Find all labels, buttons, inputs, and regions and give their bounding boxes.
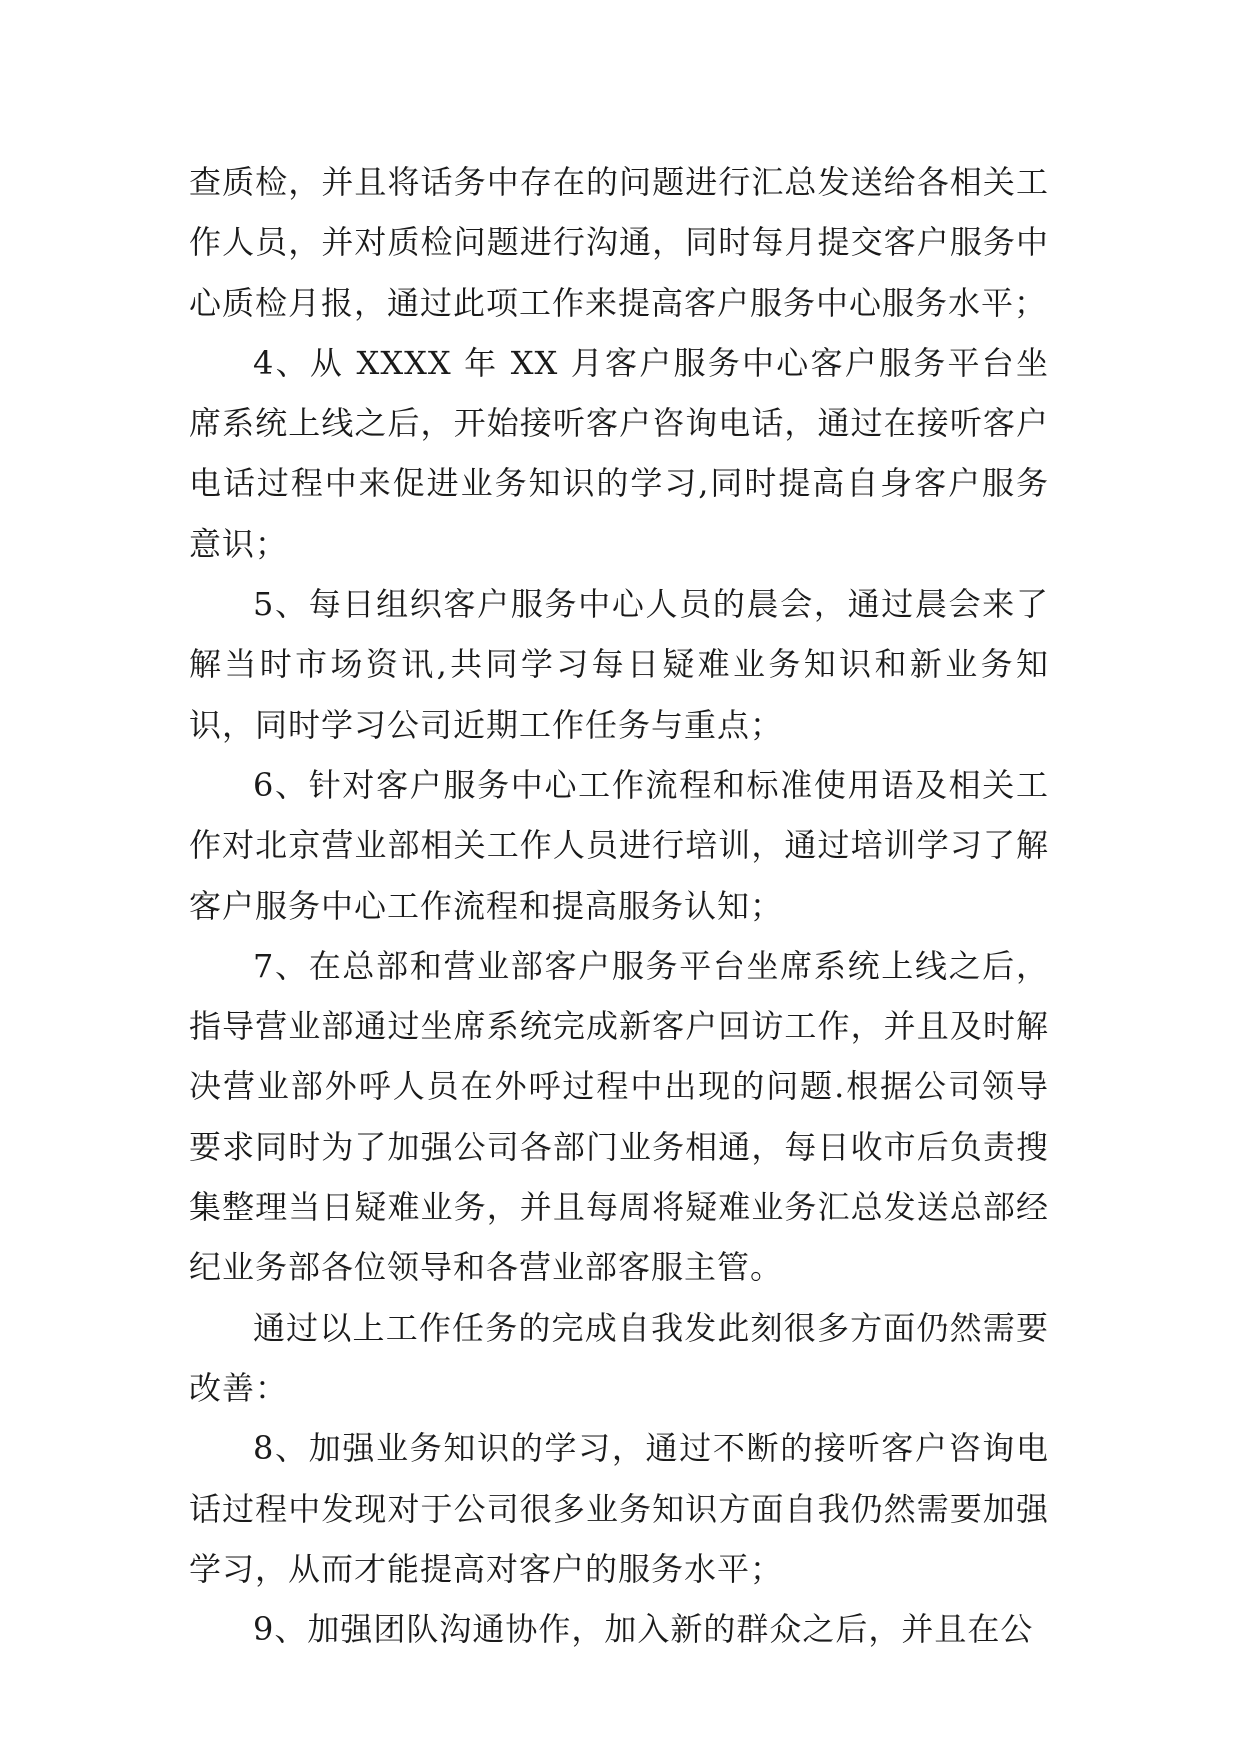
paragraph-item-5: 5、每日组织客户服务中心人员的晨会，通过晨会来了解当时市场资讯,共同学习每日疑难业务知识和新业务知识，同时学习公司近期工作任务与重点； [189, 585, 1049, 744]
paragraph-continuation: 查质检，并且将话务中存在的问题进行汇总发送给各相关工作人员，并对质检问题进行沟通，同时每月提交客户服务中心质检月报，通过此项工作来提高客户服务中心服务水平； [189, 163, 1049, 322]
paragraph-item-7: 7、在总部和营业部客户服务平台坐席系统上线之后，指导营业部通过坐席系统完成新客户回访工作，并且及时解决营业部外呼人员在外呼过程中出现的问题.根据公司领导要求同时为了加强公司各部门业务相通，每日收市后负责搜集整理当日疑难业务，并且每周将疑难业务汇总发送总部经纪业务部各位领导和各营业部客服主管。 [189, 946, 1049, 1287]
document-body [189, 152, 1049, 1659]
paragraph-item-9: 9、加强团队沟通协作，加入新的群众之后，并且在公 [253, 1610, 1034, 1649]
paragraph-item-6: 6、针对客户服务中心工作流程和标准使用语及相关工作对北京营业部相关工作人员进行培训，通过培训学习了解客户服务中心工作流程和提高服务认知； [189, 765, 1049, 925]
paragraph-summary: 通过以上工作任务的完成自我发此刻很多方面仍然需要改善： [189, 1308, 1049, 1407]
paragraph-item-4: 4、从 XXXX 年 XX 月客户服务中心客户服务平台坐席系统上线之后，开始接听客户咨询电话，通过在接听客户电话过程中来促进业务知识的学习,同时提高自身客户服务意识； [189, 343, 1049, 563]
paragraph-item-8: 8、加强业务知识的学习，通过不断的接听客户咨询电话过程中发现对于公司很多业务知识方面自我仍然需要加强学习，从而才能提高对客户的服务水平； [189, 1429, 1049, 1588]
